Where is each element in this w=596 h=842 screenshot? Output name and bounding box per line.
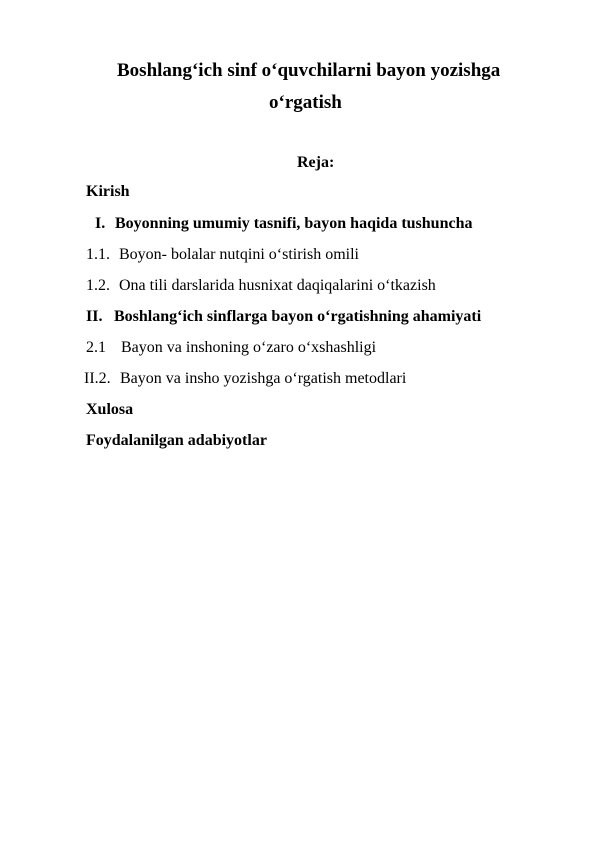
plan-item-chapter-2 bbox=[86, 308, 481, 326]
plan-item-section-2-1 bbox=[86, 339, 376, 357]
plan-item-conclusion bbox=[86, 401, 133, 419]
plan-item-text: Kirish bbox=[86, 183, 130, 200]
plan-item-text: Ona tili darslarida husnixat daqiqalarini o‘tkazish bbox=[119, 277, 436, 294]
plan-item-introduction bbox=[86, 183, 130, 201]
plan-item-section-2-2 bbox=[84, 370, 406, 388]
document-title-line-1: Boshlang‘ich sinf o‘quvchilarni bayon yozishga bbox=[117, 60, 501, 81]
plan-item-text: Boyon- bolalar nutqini o‘stirish omili bbox=[119, 246, 359, 263]
plan-item-number: II. bbox=[86, 308, 103, 325]
document-title-line-2: o‘rgatish bbox=[269, 92, 342, 113]
plan-item-chapter-1 bbox=[95, 215, 472, 233]
plan-item-section-1-1 bbox=[86, 246, 359, 264]
plan-item-text: Xulosa bbox=[86, 401, 134, 418]
plan-item-number: 1.2. bbox=[86, 277, 110, 294]
plan-item-section-1-2 bbox=[86, 277, 436, 295]
plan-item-text: Boyonning umumiy tasnifi, bayon haqida tushuncha bbox=[115, 215, 473, 232]
plan-item-references bbox=[86, 432, 267, 450]
plan-item-text: Bayon va inshoning o‘zaro o‘xshashligi bbox=[121, 339, 377, 356]
plan-item-number: II.2. bbox=[84, 370, 111, 387]
plan-item-number: I. bbox=[95, 215, 106, 232]
plan-item-text: Bayon va insho yozishga o‘rgatish metodlari bbox=[120, 370, 407, 387]
plan-item-number: 2.1 bbox=[86, 339, 106, 356]
plan-item-number: 1.1. bbox=[86, 246, 110, 263]
plan-heading: Reja: bbox=[297, 154, 335, 171]
plan-item-text: Foydalanilgan adabiyotlar bbox=[86, 432, 267, 449]
plan-item-text: Boshlang‘ich sinflarga bayon o‘rgatishning ahamiyati bbox=[114, 308, 482, 325]
